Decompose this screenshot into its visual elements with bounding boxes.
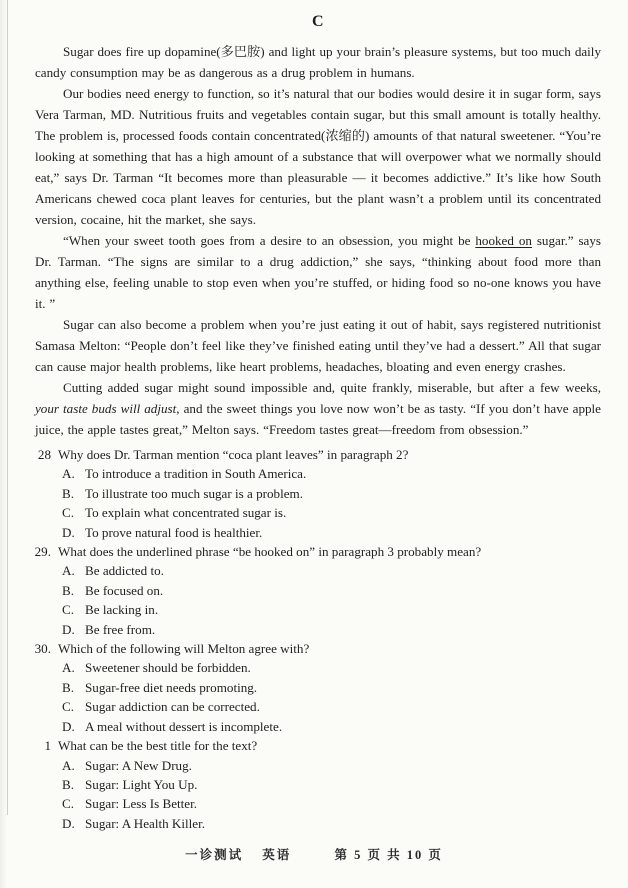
paragraph-3-text-after: sugar.” says Dr. Tarman. “The signs are similar to a drug addiction,” she says, “thinking about food more than anything else, feeling unable to stop even when you’re stuffed, or hiding food so no-one knows you have it. ” xyxy=(35,233,602,311)
question-29-option-b xyxy=(29,581,601,600)
question-31-number: 1 xyxy=(44,738,51,754)
passage-paragraph-2: Our bodies need energy to function, so it’s natural that our bodies would desire it in sugar form, says Vera Tarman, MD. Nutritious fruits and vegetables contain sugar, but this small amount is totally healthy. The problem is, processed foods contain concentrated(浓缩的) amounts of that natural sweetener. “You’re looking at something that has a high amount of a substance that will overpower what we normally should eat,” says Dr. Tarman “It becomes more than pleasurable — it becomes addictive.” It’s like how South Americans chewed coca plant leaves for centuries, but the plant wasn’t a problem until its concentrated version, cocaine, hit the market, she says. xyxy=(35,86,601,227)
option-text: Sugar-free diet needs promoting. xyxy=(85,679,258,695)
option-text: To introduce a tradition in South America. xyxy=(85,466,307,482)
question-29 xyxy=(29,542,601,639)
section-label: C xyxy=(311,13,325,30)
option-text: Sugar: Light You Up. xyxy=(85,776,198,792)
option-label: B. xyxy=(62,776,75,792)
passage-paragraph-3 xyxy=(35,230,601,314)
page-content xyxy=(35,12,601,833)
underlined-phrase-hooked-on: hooked on xyxy=(475,233,532,248)
footer-page-number: 第 5 页 共 10 页 xyxy=(334,848,443,862)
option-label: C. xyxy=(62,505,75,521)
option-text: Be focused on. xyxy=(85,582,164,598)
question-31 xyxy=(29,736,601,833)
question-30-option-c xyxy=(29,697,601,716)
option-text: To explain what concentrated sugar is. xyxy=(85,505,287,521)
question-29-text: What does the underlined phrase “be hooked on” in paragraph 3 probably mean? xyxy=(58,544,482,560)
option-text: Be free from. xyxy=(85,621,156,637)
question-28-option-b xyxy=(29,484,601,503)
question-30-number: 30. xyxy=(34,641,51,657)
question-31-option-b xyxy=(29,775,601,794)
option-label: D. xyxy=(62,621,75,637)
option-text: Sweetener should be forbidden. xyxy=(85,660,251,676)
option-text: Be addicted to. xyxy=(85,563,164,579)
paragraph-5-text-before: Cutting added sugar might sound impossible and, quite frankly, miserable, but after a few weeks, xyxy=(63,380,601,395)
question-31-text: What can be the best title for the text? xyxy=(58,738,258,754)
questions-section xyxy=(29,445,601,833)
option-text: A meal without dessert is incomplete. xyxy=(85,718,283,734)
question-30 xyxy=(29,639,601,736)
question-30-text: Which of the following will Melton agree with? xyxy=(58,641,310,657)
question-29-number: 29. xyxy=(34,544,51,560)
scan-edge-shading xyxy=(0,0,7,888)
question-31-option-c xyxy=(29,794,601,813)
question-28-option-d xyxy=(29,523,601,542)
option-text: Be lacking in. xyxy=(85,602,159,618)
question-29-option-d xyxy=(29,620,601,639)
option-label: A. xyxy=(62,660,75,676)
option-text: To illustrate too much sugar is a problem. xyxy=(85,485,303,501)
question-29-option-a xyxy=(29,561,601,580)
option-text: Sugar: A Health Killer. xyxy=(85,815,206,831)
question-30-option-d xyxy=(29,717,601,736)
question-31-option-d xyxy=(29,814,601,833)
question-28-option-a xyxy=(29,464,601,483)
option-label: A. xyxy=(62,466,75,482)
scan-edge-line-artifact xyxy=(7,0,8,815)
question-28-number: 28 xyxy=(37,447,51,462)
option-label: B. xyxy=(62,679,75,695)
question-29-option-c xyxy=(29,600,601,619)
option-text: Sugar addiction can be corrected. xyxy=(85,699,260,715)
question-31-stem xyxy=(29,736,601,755)
option-label: D. xyxy=(62,815,75,831)
question-30-option-a xyxy=(29,658,601,677)
page-footer xyxy=(0,845,628,863)
question-30-option-b xyxy=(29,678,601,697)
option-text: To prove natural food is healthier. xyxy=(85,524,263,540)
paragraph-3-text-before: “When your sweet tooth goes from a desire to an obsession, you might be xyxy=(63,233,476,248)
option-label: C. xyxy=(62,602,75,618)
question-31-option-a xyxy=(29,756,601,775)
option-label: D. xyxy=(62,524,75,540)
option-text: Sugar: A New Drug. xyxy=(85,757,192,773)
option-label: D. xyxy=(62,718,75,734)
footer-subject: 英语 xyxy=(262,848,292,862)
question-28-stem xyxy=(29,445,601,464)
question-29-stem xyxy=(29,542,601,561)
option-label: A. xyxy=(62,757,75,773)
passage-paragraph-1: Sugar does fire up dopamine(多巴胺) and light up your brain’s pleasure systems, but too much daily candy consumption may be as dangerous as a drug problem in humans. xyxy=(35,44,601,80)
passage-paragraph-5 xyxy=(35,377,601,440)
option-label: B. xyxy=(62,485,75,501)
option-label: C. xyxy=(62,796,75,812)
option-label: B. xyxy=(62,582,75,598)
question-28-text: Why does Dr. Tarman mention “coca plant leaves” in paragraph 2? xyxy=(58,447,409,462)
footer-exam-name: 一诊测试 xyxy=(185,848,244,862)
question-30-stem xyxy=(29,639,601,658)
italic-phrase-taste-buds: your taste buds will adjust xyxy=(35,401,177,416)
passage-paragraph-4: Sugar can also become a problem when you’re just eating it out of habit, says registered nutritionist Samasa Melton: “People don’t feel like they’ve finished eating until they’ve had a dessert.” All that sugar can cause major health problems, like heart problems, headaches, bloating and even energy crashes. xyxy=(35,317,601,374)
paragraph-5-text-after: , and the sweet things you love now won’t be as tasty. “If you don’t have apple juice, the apple tastes great,” Melton says. “Freedom tastes great—freedom from obsession.” xyxy=(35,401,601,437)
option-text: Sugar: Less Is Better. xyxy=(85,796,198,812)
question-28-option-c xyxy=(29,503,601,522)
question-28 xyxy=(29,445,601,542)
option-label: C. xyxy=(62,699,75,715)
option-label: A. xyxy=(62,563,75,579)
